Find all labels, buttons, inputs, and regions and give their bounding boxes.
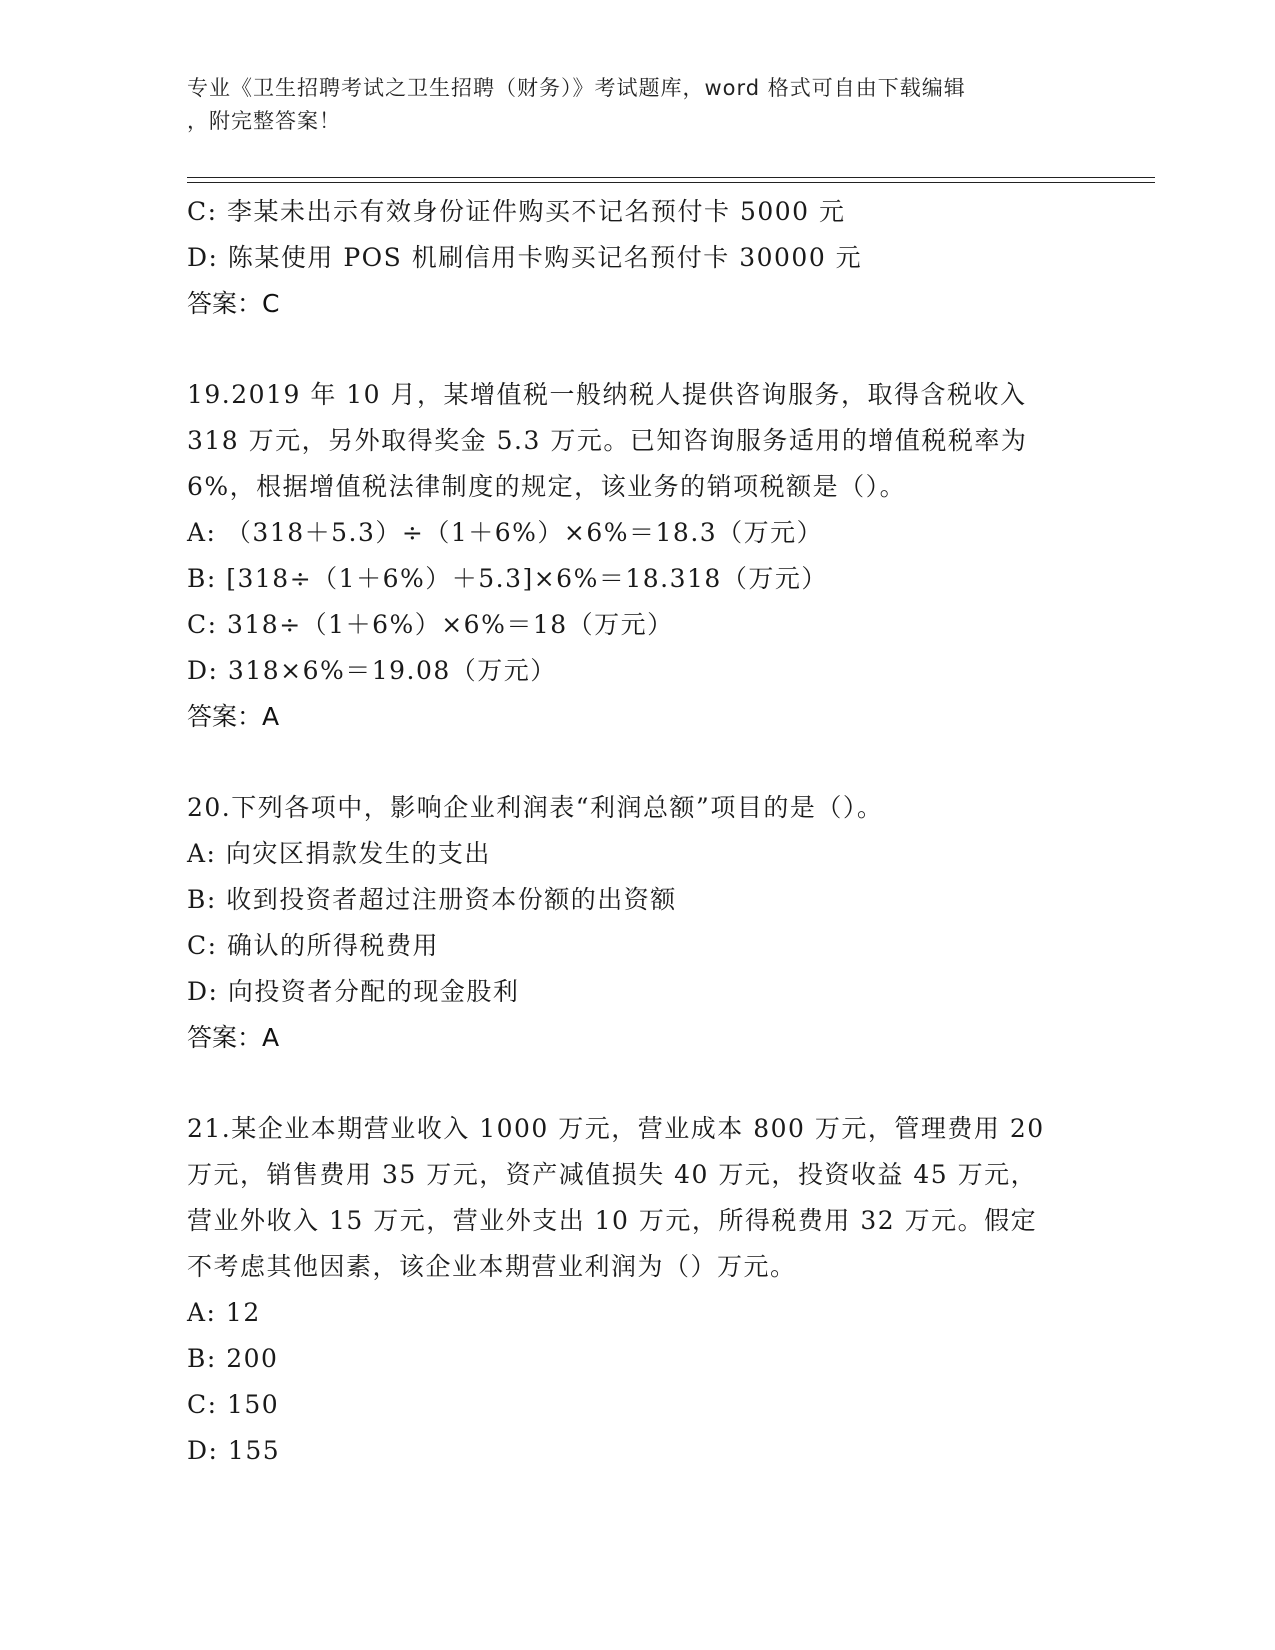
question-block-19: [187, 372, 1087, 740]
option-a: A: 12: [187, 1298, 261, 1327]
option-d: D: 155: [187, 1436, 281, 1465]
option-a: A: （318＋5.3）÷（1＋6%）×6%＝18.3（万元）: [187, 518, 824, 547]
header-line: ，附完整答案！: [187, 109, 341, 133]
question-block-20: [187, 785, 1087, 1061]
option-d: D: 陈某使用 POS 机刷信用卡购买记名预付卡 30000 元: [187, 243, 863, 272]
header-divider: [187, 182, 1155, 183]
document-body: [187, 189, 1087, 1474]
question-stem: 万元，销售费用 35 万元，资产减值损失 40 万元，投资收益 45 万元，: [187, 1160, 1038, 1189]
answer-line: 答案：A: [187, 702, 280, 731]
answer-line: 答案：A: [187, 1023, 280, 1052]
option-a: A: 向灾区捐款发生的支出: [187, 839, 491, 868]
question-stem: 不考虑其他因素，该企业本期营业利润为（）万元。: [187, 1252, 797, 1281]
question-stem: 20.下列各项中，影响企业利润表“利润总额”项目的是（）。: [187, 793, 884, 822]
answer-line: 答案：C: [187, 289, 280, 318]
header-line: 专业《卫生招聘考试之卫生招聘（财务）》考试题库，word 格式可自由下载编辑: [187, 76, 966, 100]
page-header: [187, 72, 1087, 138]
question-stem: 19.2019 年 10 月，某增值税一般纳税人提供咨询服务，取得含税收入: [187, 380, 1027, 409]
option-d: D: 向投资者分配的现金股利: [187, 977, 520, 1006]
option-b: B: 收到投资者超过注册资本份额的出资额: [187, 885, 677, 914]
header-divider: [187, 177, 1155, 178]
question-block-18: [187, 189, 1087, 327]
option-c: C: 李某未出示有效身份证件购买不记名预付卡 5000 元: [187, 197, 846, 226]
option-c: C: 150: [187, 1390, 280, 1419]
question-stem: 6%，根据增值税法律制度的规定，该业务的销项税额是（）。: [187, 472, 907, 501]
option-c: C: 318÷（1＋6%）×6%＝18（万元）: [187, 610, 674, 639]
option-b: B: [318÷（1＋6%）＋5.3]×6%＝18.318（万元）: [187, 564, 828, 593]
option-b: B: 200: [187, 1344, 279, 1373]
question-stem: 21.某企业本期营业收入 1000 万元，营业成本 800 万元，管理费用 20: [187, 1114, 1045, 1143]
question-stem: 318 万元，另外取得奖金 5.3 万元。已知咨询服务适用的增值税税率为: [187, 426, 1028, 455]
question-block-21: [187, 1106, 1087, 1474]
question-stem: 营业外收入 15 万元，营业外支出 10 万元，所得税费用 32 万元。假定: [187, 1206, 1038, 1235]
option-c: C: 确认的所得税费用: [187, 931, 439, 960]
option-d: D: 318×6%＝19.08（万元）: [187, 656, 557, 685]
